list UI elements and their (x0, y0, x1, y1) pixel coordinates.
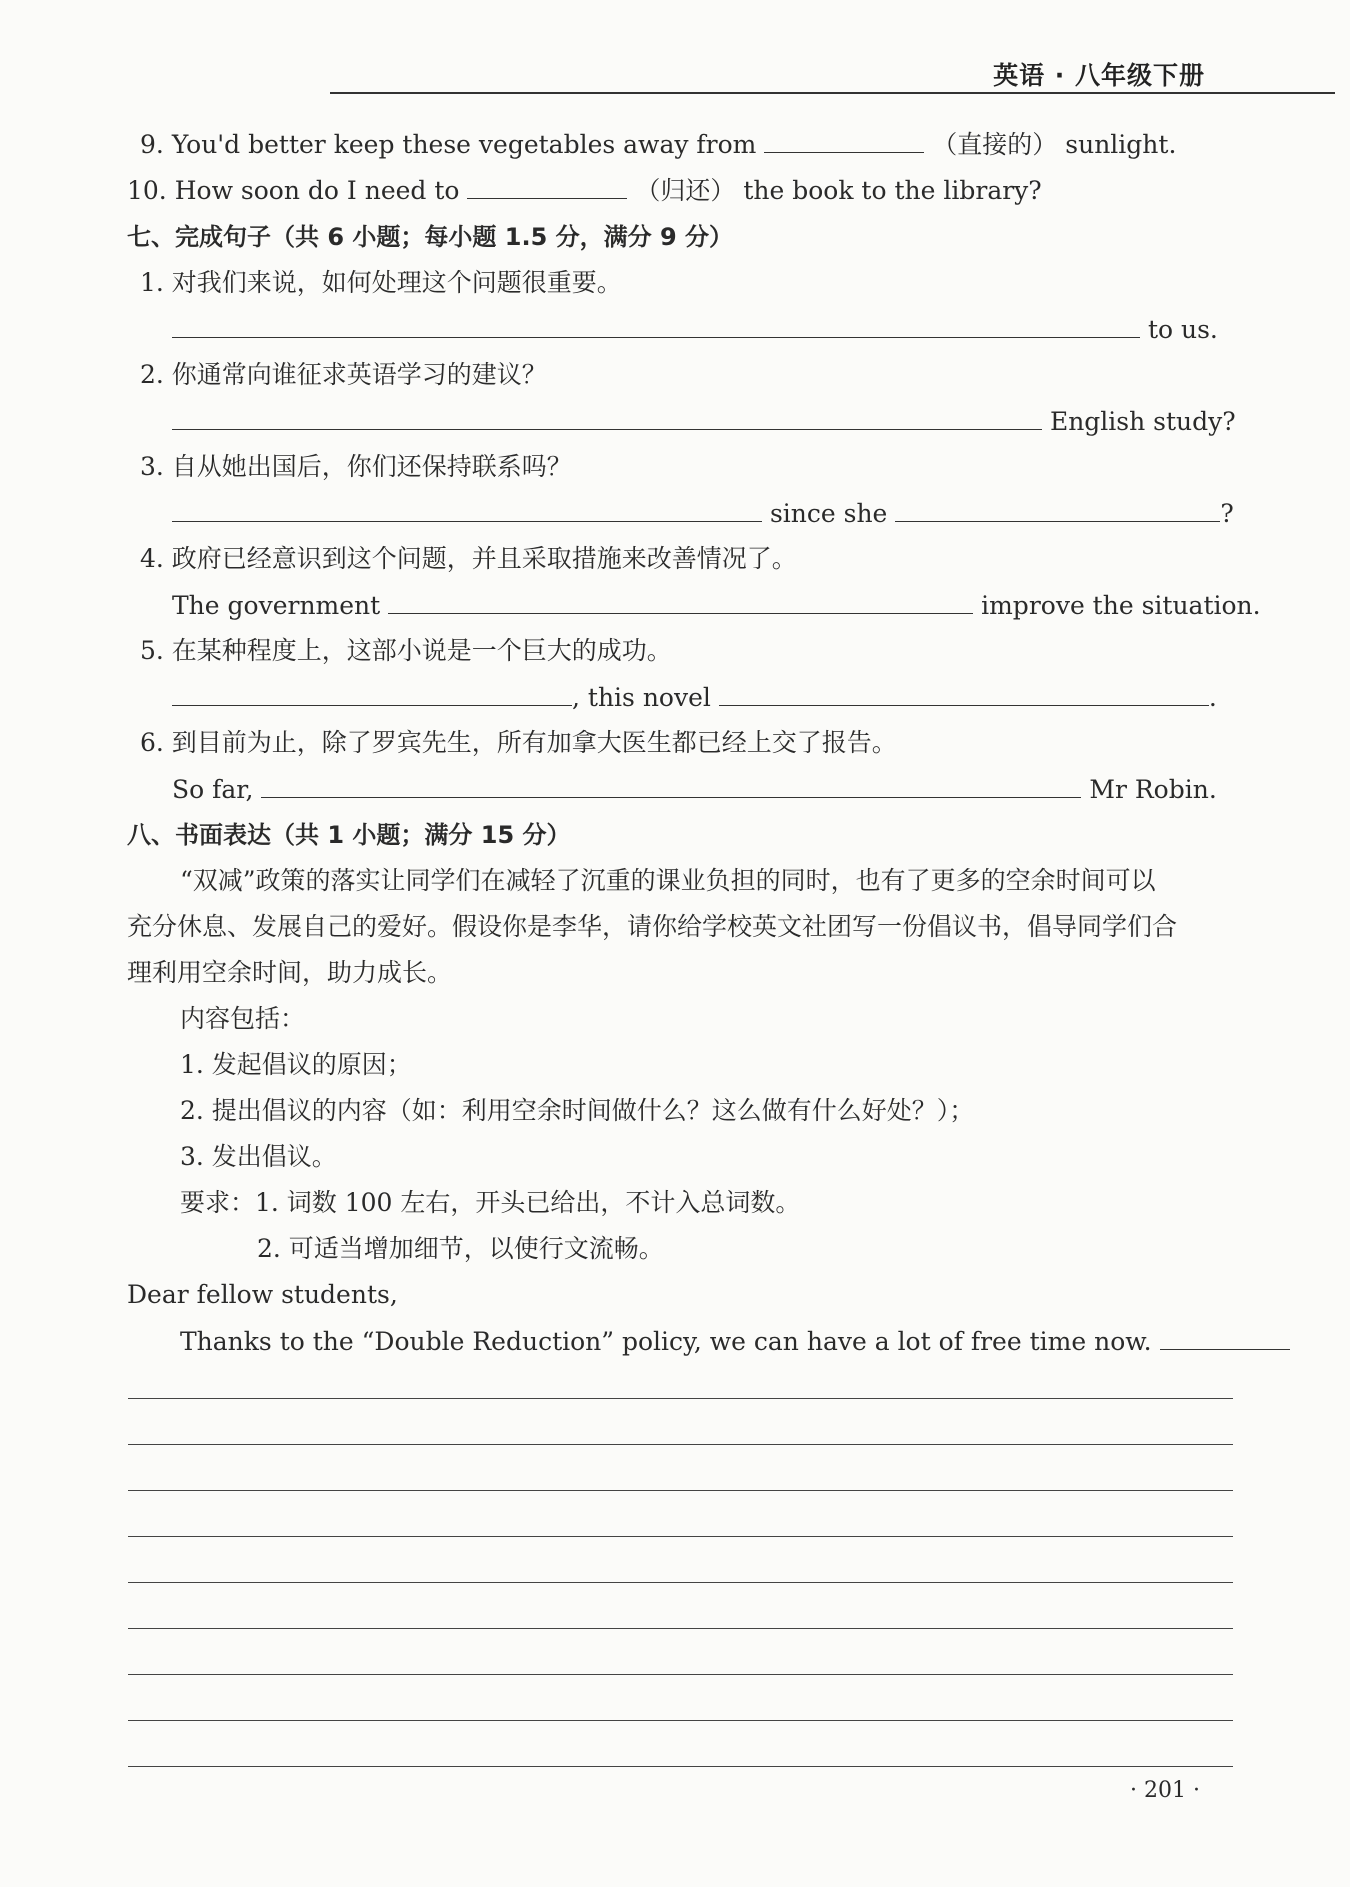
answer-blank[interactable] (261, 773, 1081, 798)
s7-item-3-answer: since she ? (172, 497, 1234, 530)
answer-blank[interactable] (764, 128, 924, 153)
answer-blank[interactable] (719, 681, 1209, 706)
section-7-heading: 七、完成句子（共 6 小题；每小题 1.5 分，满分 9 分） (127, 223, 734, 251)
writing-line[interactable] (128, 1582, 1233, 1583)
writing-line[interactable] (128, 1444, 1233, 1445)
answer-blank[interactable] (172, 313, 1140, 338)
s7-item-2-answer: English study? (172, 405, 1236, 438)
s7-item-2-prompt: 2. 你通常向谁征求英语学习的建议？ (140, 360, 547, 389)
s7-item-4-prompt: 4. 政府已经意识到这个问题，并且采取措施来改善情况了。 (140, 544, 797, 573)
task-paragraph-line-2: 充分休息、发展自己的爱好。假设你是李华，请你给学校英文社团写一份倡议书，倡导同学们合 (127, 912, 1178, 941)
book-title: 英语 · 八年级下册 (993, 61, 1205, 90)
task-paragraph-line-3: 理利用空余时间，助力成长。 (127, 958, 453, 987)
writing-line[interactable] (128, 1720, 1233, 1721)
s7-item-5-answer: , this novel . (172, 681, 1217, 714)
writing-line[interactable] (128, 1674, 1233, 1675)
header-rule (330, 92, 1335, 94)
answer-blank[interactable] (1160, 1325, 1290, 1350)
answer-blank[interactable] (388, 589, 973, 614)
requirement-2: 2. 可适当增加细节，以使行文流畅。 (257, 1234, 664, 1263)
answer-blank[interactable] (895, 497, 1220, 522)
requirement-1: 要求：1. 词数 100 左右，开头已给出，不计入总词数。 (180, 1188, 801, 1217)
writing-line[interactable] (128, 1536, 1233, 1537)
s7-item-3-prompt: 3. 自从她出国后，你们还保持联系吗？ (140, 452, 572, 481)
page-header (330, 52, 1335, 94)
writing-line[interactable] (128, 1628, 1233, 1629)
writing-line[interactable] (128, 1398, 1233, 1399)
s7-item-4-answer: The government improve the situation. (172, 591, 1261, 620)
writing-line[interactable] (128, 1766, 1233, 1767)
s7-item-6-prompt: 6. 到目前为止，除了罗宾先生，所有加拿大医生都已经上交了报告。 (140, 728, 897, 757)
writing-line[interactable] (128, 1490, 1233, 1491)
answer-blank[interactable] (172, 681, 572, 706)
content-label: 内容包括： (180, 1004, 306, 1033)
s7-item-6-answer: So far, Mr Robin. (172, 775, 1217, 804)
content-item-3: 3. 发出倡议。 (180, 1142, 337, 1171)
vocab-item-10: 10. How soon do I need to （归还） the book to the library? (127, 176, 1042, 205)
answer-blank[interactable] (172, 497, 762, 522)
page-number: · 201 · (1130, 1778, 1200, 1803)
s7-item-5-prompt: 5. 在某种程度上，这部小说是一个巨大的成功。 (140, 636, 672, 665)
task-paragraph-line-1: “双减”政策的落实让同学们在减轻了沉重的课业负担的同时，也有了更多的空余时间可以 (180, 866, 1156, 895)
answer-blank[interactable] (172, 405, 1042, 430)
letter-salutation: Dear fellow students, (127, 1280, 398, 1309)
answer-blank[interactable] (467, 174, 627, 199)
section-8-heading: 八、书面表达（共 1 小题；满分 15 分） (127, 821, 571, 849)
s7-item-1-prompt: 1. 对我们来说，如何处理这个问题很重要。 (140, 268, 622, 297)
content-item-2: 2. 提出倡议的内容（如：利用空余时间做什么？这么做有什么好处？）； (180, 1096, 975, 1125)
content-item-1: 1. 发起倡议的原因； (180, 1050, 412, 1079)
vocab-item-9: 9. You'd better keep these vegetables away from （直接的） sunlight. (140, 130, 1177, 159)
s7-item-1-answer: to us. (172, 313, 1218, 346)
letter-opening: Thanks to the “Double Reduction” policy, we can have a lot of free time now. (180, 1325, 1290, 1358)
